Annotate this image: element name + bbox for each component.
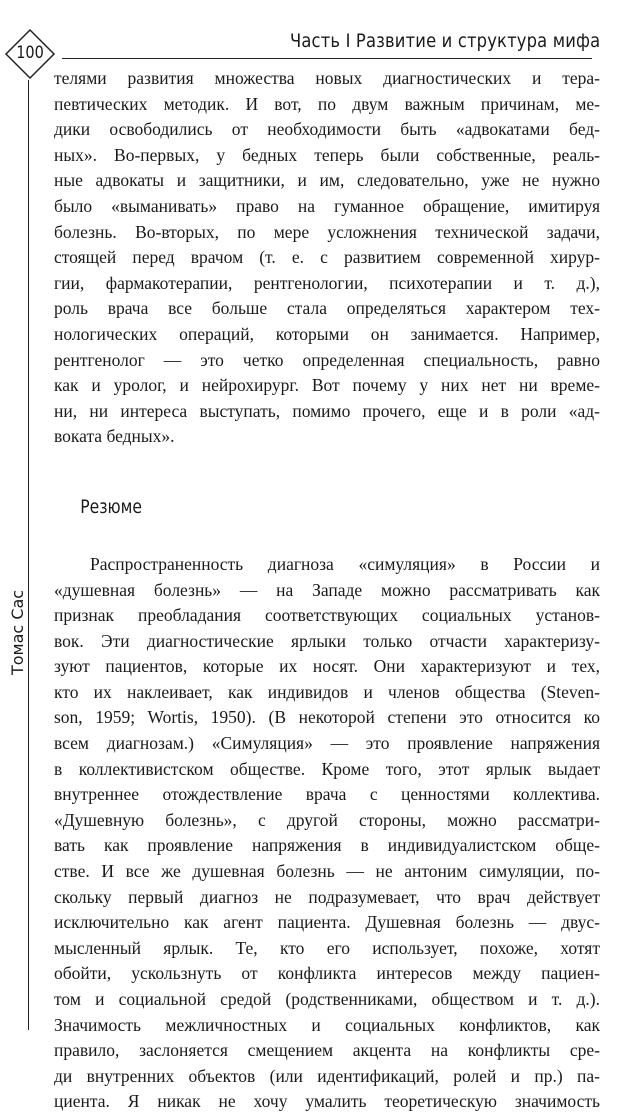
text-line: циента. Я никак не хочу умалить теоретическую значимость	[54, 1091, 600, 1112]
text-line: нологических операций, которыми он занимается. Например,	[54, 323, 600, 344]
text-line: зуют пациентов, которые их носят. Они характеризуют и тех,	[54, 656, 600, 677]
page-body	[54, 66, 600, 1115]
text-line: вать как проявление напряжения в индивидуалистском обще-	[54, 835, 600, 856]
text-line: том и социальной средой (родственниками, обществом и т. д.).	[54, 989, 600, 1009]
paragraph-summary	[54, 552, 600, 1115]
text-line: Распространенность диагноза «симуляция» в России и	[90, 553, 600, 574]
text-line: ные адвокаты и защитники, и им, следовательно, уже не нужно	[54, 170, 600, 191]
text-line: стве. И все же душевная болезнь — не антоним симуляции, по-	[54, 861, 600, 882]
text-line: правило, заслоняется смещением акцента на конфликты сре-	[54, 1040, 600, 1061]
text-line: внутреннее отождествление врача с ценностями коллектива.	[54, 784, 600, 805]
text-line: son, 1959; Wortis, 1950). (В некоторой степени это относится ко	[54, 707, 600, 728]
header-rule	[62, 58, 592, 59]
text-line: было «выманивать» право на гуманное обращение, имитируя	[54, 195, 600, 216]
text-line: телями развития множества новых диагностических и тера-	[54, 68, 600, 88]
text-line: мысленный ярлык. Те, кто его использует, похоже, хотят	[54, 937, 600, 958]
text-line: роль врача все больше стала определяться характером тех-	[54, 298, 600, 319]
text-line: как и уролог, и нейрохирург. Вот почему у них нет ни време-	[54, 375, 600, 396]
page-number: 100	[16, 43, 44, 63]
page-number-badge	[4, 28, 56, 80]
text-line: признак преобладания соответствующих социальных установ-	[54, 605, 600, 626]
text-line: стоящей перед врачом (т. е. с развитием современной хирур-	[54, 247, 600, 268]
text-line: «Душевную болезнь», с другой стороны, можно рассматри-	[54, 809, 600, 830]
side-author-container	[8, 589, 27, 675]
text-line: ди внутренних объектов (или идентификаций, ролей и пр.) па-	[54, 1065, 600, 1086]
text-line: «душевная болезнь» — на Западе можно рассматривать как	[54, 579, 600, 600]
text-line: рентгенолог — это четко определенная специальность, равно	[54, 349, 600, 370]
side-author-name: Томас Сас	[8, 589, 27, 675]
text-line: в коллективистском обществе. Кроме того, этот ярлык выдает	[54, 758, 600, 779]
paragraph-continued	[54, 66, 600, 450]
text-line: ных». Во-первых, у бедных теперь были собственные, реаль-	[54, 144, 600, 165]
running-title: Часть I Развитие и структура мифа	[290, 30, 601, 52]
side-rule	[28, 80, 29, 1030]
text-line: кто их наклеивает, как индивидов и членов общества (Steven-	[54, 681, 600, 702]
text-line: болезнь. Во-вторых, по мере усложнения технической задачи,	[54, 221, 600, 242]
text-line: ни, ни интереса выступать, помимо прочего, еще и в роли «ад-	[54, 400, 600, 421]
text-line: вок. Эти диагностические ярлыки только отчасти характеризу-	[54, 630, 600, 651]
text-line: воката бедных».	[54, 426, 175, 447]
text-line: Значимость межличностных и социальных конфликтов, как	[54, 1014, 600, 1035]
text-line: гии, фармакотерапии, рентгенологии, психотерапии и т. д.),	[54, 272, 600, 293]
text-line: скольку первый диагноз не подразумевает, что врач действует	[54, 886, 600, 907]
text-line: исключительно как агент пациента. Душевная болезнь — двус-	[54, 912, 600, 933]
section-heading: Резюме	[80, 495, 142, 518]
text-line: обойти, ускользнуть от конфликта интересов между пациен-	[54, 963, 600, 984]
text-line: дики освободились от необходимости быть «адвокатами бед-	[54, 119, 600, 140]
text-line: всем диагнозам.) «Симуляция» — это проявление напряжения	[54, 733, 600, 754]
text-line: певтических методик. И вот, по двум важным причинам, ме-	[54, 93, 600, 114]
